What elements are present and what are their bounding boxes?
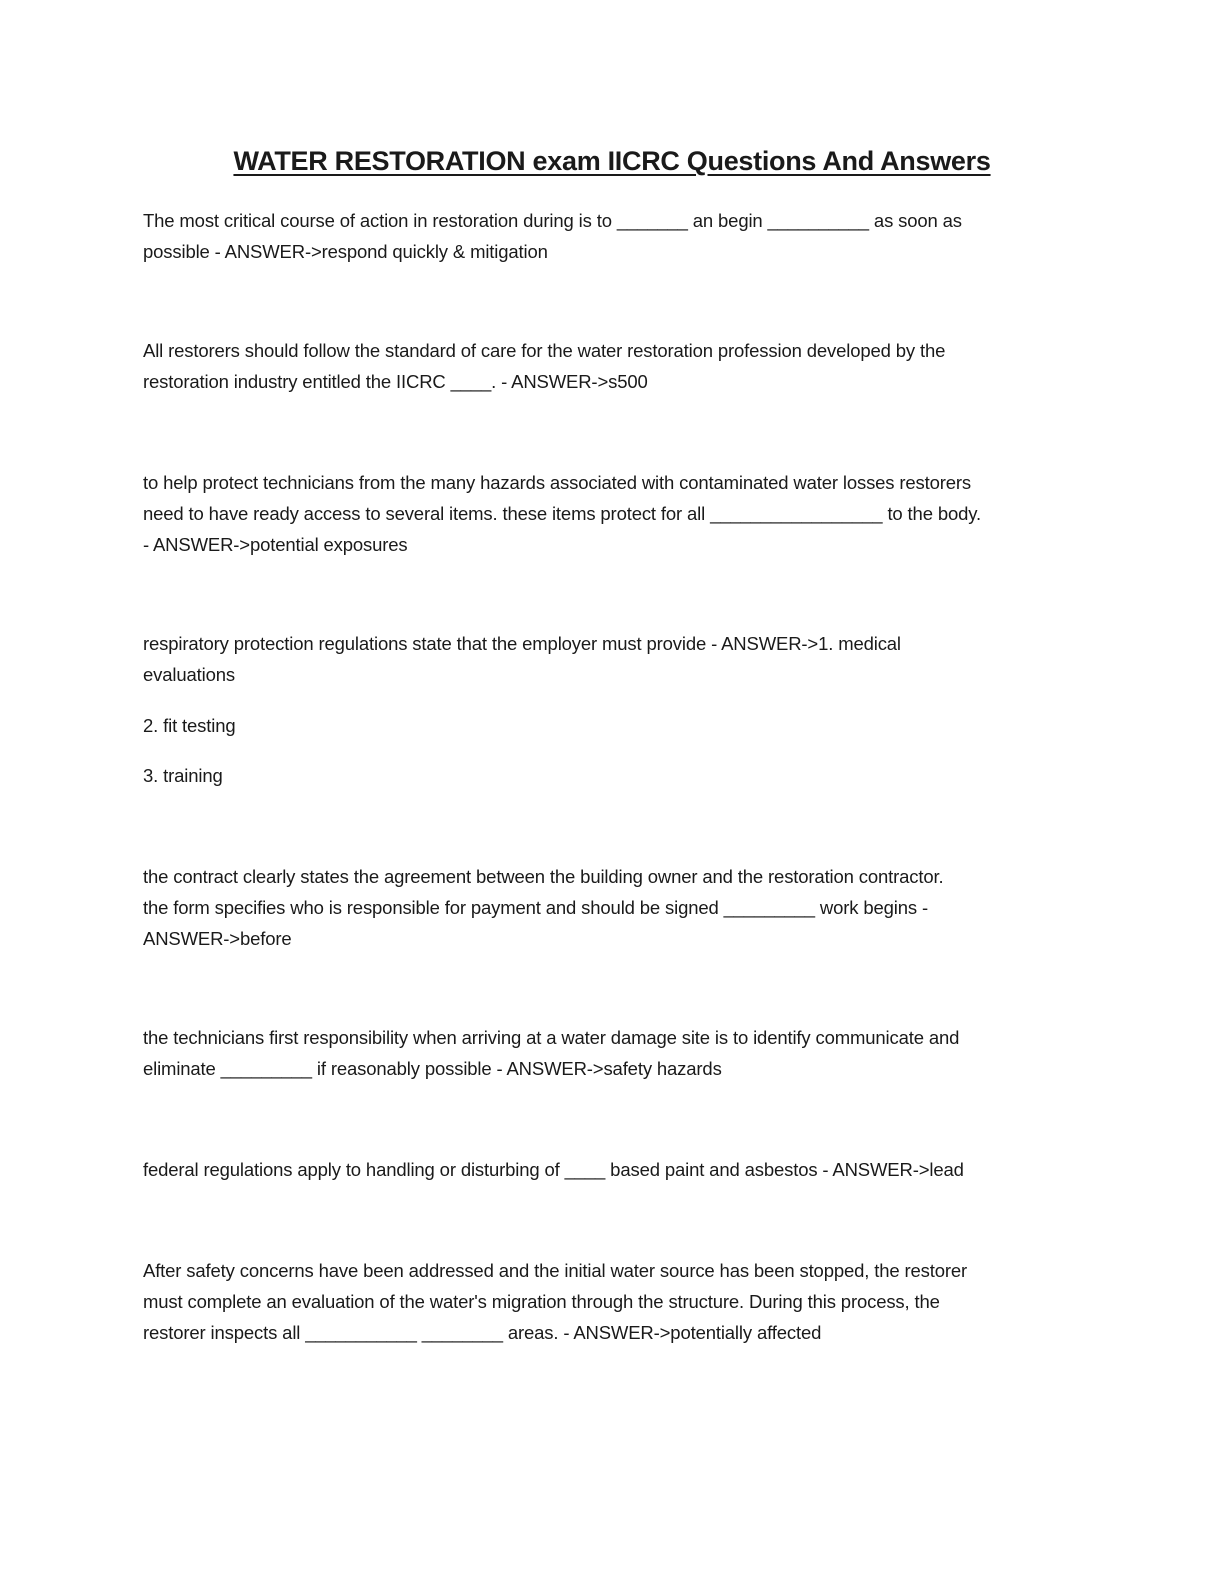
qa-line: respiratory protection regulations state that the employer must provide - ANSWER->1. medical (143, 633, 901, 654)
qa-line: eliminate _________ if reasonably possible - ANSWER->safety hazards (143, 1058, 722, 1079)
qa-item-4-continued-3 (143, 760, 1083, 791)
qa-line: the form specifies who is responsible for payment and should be signed _________ work begins - (143, 897, 928, 918)
qa-line: to help protect technicians from the many hazards associated with contaminated water losses restorers (143, 472, 972, 493)
qa-line: restoration industry entitled the IICRC ____. - ANSWER->s500 (143, 371, 648, 392)
qa-line: ANSWER->before (143, 928, 292, 949)
qa-line: The most critical course of action in restoration during is to _______ an begin __________ as soon as (143, 210, 962, 231)
qa-line: 2. fit testing (143, 715, 236, 736)
document-title: WATER RESTORATION exam IICRC Questions And Answers (233, 146, 991, 176)
qa-item-4-continued-2 (143, 710, 1083, 741)
qa-item-5 (143, 861, 1083, 954)
qa-item-4 (143, 628, 1083, 690)
qa-line: the technicians first responsibility when arriving at a water damage site is to identify communicate and (143, 1027, 960, 1048)
qa-line: restorer inspects all ___________ ________ areas. - ANSWER->potentially affected (143, 1322, 822, 1343)
qa-line: federal regulations apply to handling or disturbing of ____ based paint and asbestos - ANSWER->lead (143, 1159, 964, 1180)
qa-item-1 (143, 205, 1083, 267)
qa-line: the contract clearly states the agreement between the building owner and the restoration contractor. (143, 866, 944, 887)
qa-item-3 (143, 467, 1083, 560)
qa-line: need to have ready access to several items. these items protect for all _________________ to the body. (143, 503, 981, 524)
qa-item-7 (143, 1154, 1083, 1185)
qa-line: 3. training (143, 765, 223, 786)
qa-line: must complete an evaluation of the water's migration through the structure. During this process, the (143, 1291, 940, 1312)
qa-line: After safety concerns have been addressed and the initial water source has been stopped, the restorer (143, 1260, 968, 1281)
qa-line: possible - ANSWER->respond quickly & mitigation (143, 241, 548, 262)
qa-line: All restorers should follow the standard of care for the water restoration profession developed by the (143, 340, 946, 361)
qa-line: evaluations (143, 664, 235, 685)
qa-item-2 (143, 335, 1083, 397)
qa-item-8 (143, 1255, 1083, 1348)
qa-item-6 (143, 1022, 1083, 1084)
qa-line: - ANSWER->potential exposures (143, 534, 408, 555)
